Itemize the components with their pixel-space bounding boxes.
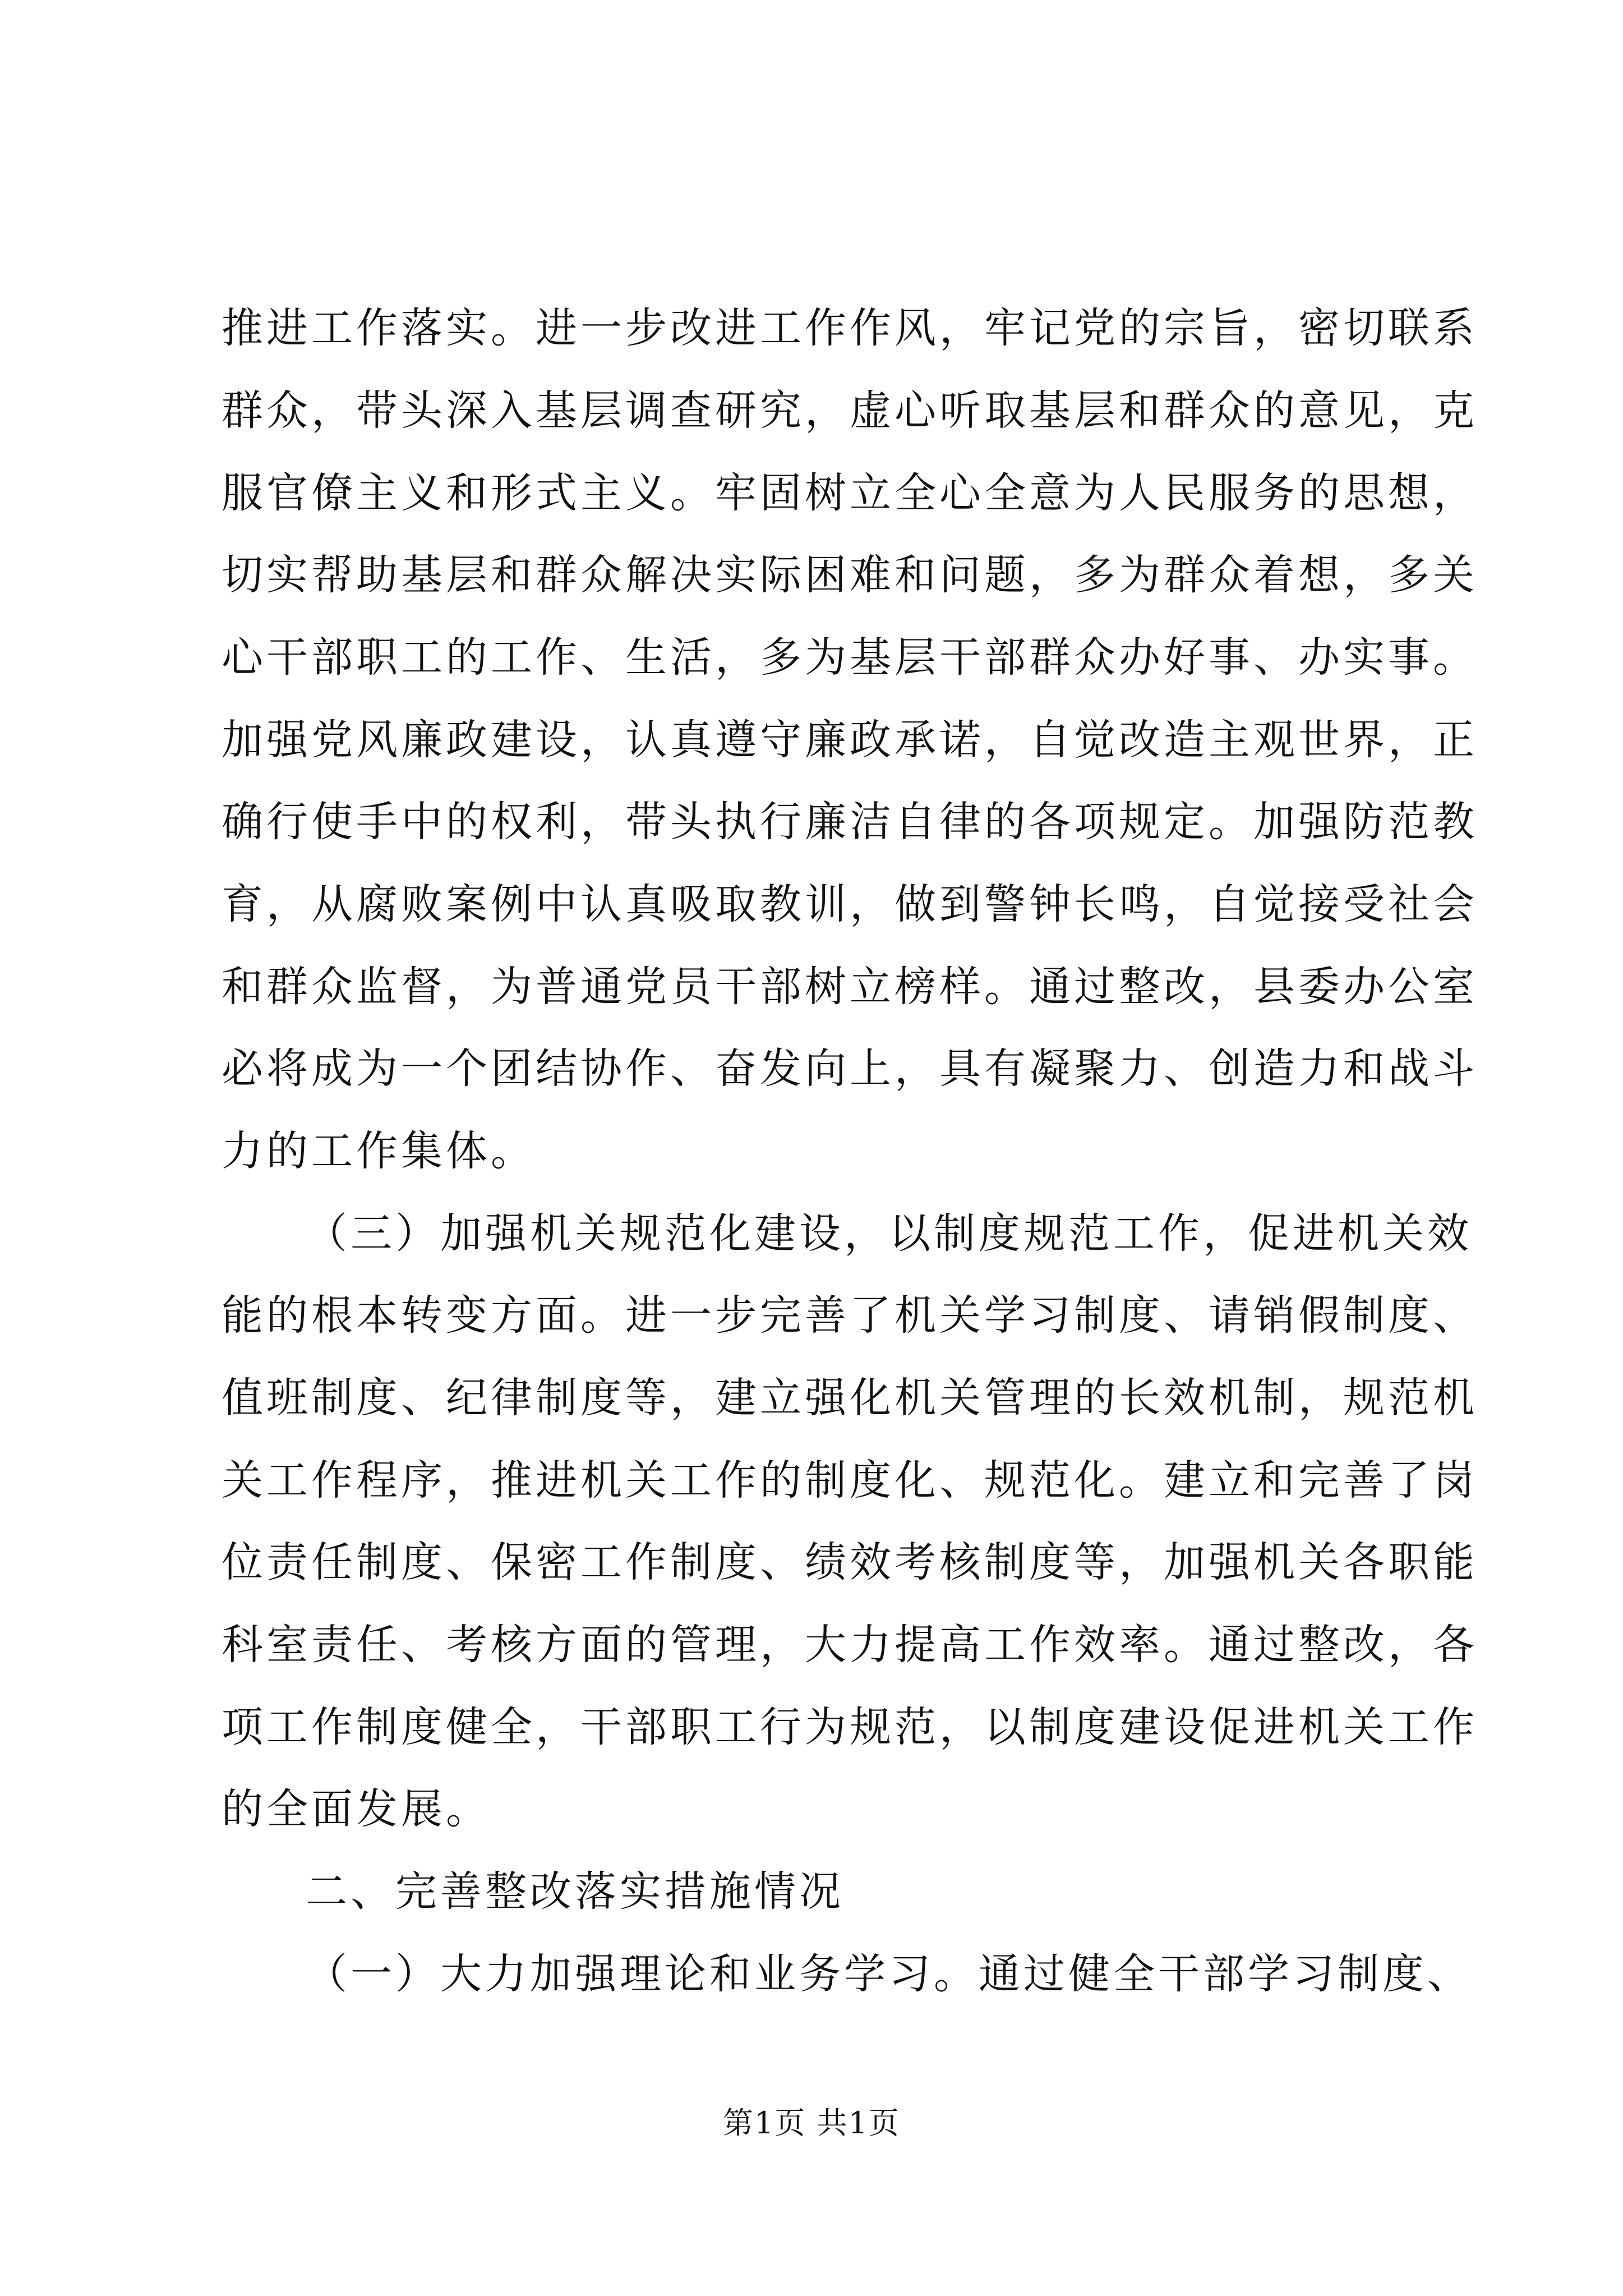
section-heading: 二、完善整改落实措施情况 xyxy=(306,1867,844,1916)
paragraph-line: 科室责任、考核方面的管理，大力提高工作效率。通过整改，各 xyxy=(222,1621,1478,1669)
paragraph-line: 群众，带头深入基层调查研究，虚心听取基层和群众的意见，克 xyxy=(222,386,1478,435)
paragraph-line: 关工作程序，推进机关工作的制度化、规范化。建立和完善了岗 xyxy=(222,1456,1478,1504)
paragraph-line: 育，从腐败案例中认真吸取教训，做到警钟长鸣，自觉接受社会 xyxy=(222,880,1478,928)
paragraph-line: （一）大力加强理论和业务学习。通过健全干部学习制度、 xyxy=(306,1950,1472,1998)
paragraph-line: 服官僚主义和形式主义。牢固树立全心全意为人民服务的思想， xyxy=(222,469,1478,517)
paragraph-line: 位责任制度、保密工作制度、绩效考核制度等，加强机关各职能 xyxy=(222,1538,1478,1586)
paragraph-line: （三）加强机关规范化建设，以制度规范工作，促进机关效 xyxy=(306,1209,1472,1258)
paragraph-line: 力的工作集体。 xyxy=(222,1127,536,1175)
paragraph-line: 心干部职工的工作、生活，多为基层干部群众办好事、办实事。 xyxy=(222,633,1478,682)
paragraph-line: 的全面发展。 xyxy=(222,1785,491,1833)
paragraph-line: 确行使手中的权利，带头执行廉洁自律的各项规定。加强防范教 xyxy=(222,798,1478,846)
page-footer: 第1页 共1页 xyxy=(723,2105,900,2141)
paragraph-line: 推进工作落实。进一步改进工作作风，牢记党的宗旨，密切联系 xyxy=(222,304,1478,352)
paragraph-line: 能的根本转变方面。进一步完善了机关学习制度、请销假制度、 xyxy=(222,1291,1478,1340)
paragraph-line: 项工作制度健全，干部职工行为规范，以制度建设促进机关工作 xyxy=(222,1703,1478,1751)
paragraph-line: 切实帮助基层和群众解决实际困难和问题，多为群众着想，多关 xyxy=(222,551,1478,599)
paragraph-line: 加强党风廉政建设，认真遵守廉政承诺，自觉改造主观世界，正 xyxy=(222,716,1478,764)
paragraph-line: 值班制度、纪律制度等，建立强化机关管理的长效机制，规范机 xyxy=(222,1374,1478,1422)
paragraph-line: 必将成为一个团结协作、奋发向上，具有凝聚力、创造力和战斗 xyxy=(222,1045,1478,1093)
paragraph-line: 和群众监督，为普通党员干部树立榜样。通过整改，县委办公室 xyxy=(222,963,1478,1011)
